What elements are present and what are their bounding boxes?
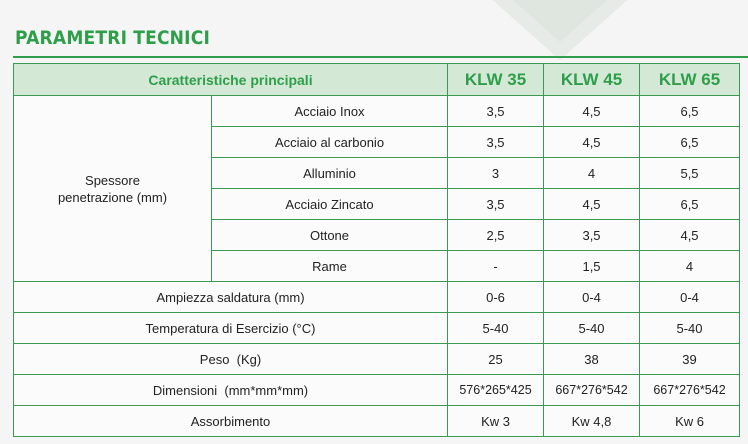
table-row	[14, 313, 740, 344]
feature-column-header: Caratteristiche principali	[14, 64, 448, 96]
value-cell: 38	[544, 344, 640, 375]
param-label: Ampiezza saldatura (mm)	[14, 282, 448, 313]
value-cell: 667*276*542	[544, 375, 640, 406]
material-label: Acciaio al carbonio	[212, 127, 448, 158]
specs-table	[13, 63, 740, 437]
param-label: Assorbimento	[14, 406, 448, 437]
model-header-klw35: KLW 35	[448, 64, 544, 96]
spessore-group-text: Spessore penetrazione (mm)	[57, 172, 168, 205]
material-label: Ottone	[212, 220, 448, 251]
value-cell: Kw 4,8	[544, 406, 640, 437]
spessore-group-label	[14, 96, 212, 282]
value-cell: 1,5	[544, 251, 640, 282]
value-cell: 0-6	[448, 282, 544, 313]
value-cell: 5-40	[448, 313, 544, 344]
value-cell: -	[448, 251, 544, 282]
table-row	[14, 344, 740, 375]
param-label: Peso (Kg)	[14, 344, 448, 375]
value-cell: 6,5	[640, 127, 740, 158]
value-cell: 576*265*425	[448, 375, 544, 406]
table-row	[14, 375, 740, 406]
value-cell: 4	[640, 251, 740, 282]
page-title: PARAMETRI TECNICI	[15, 27, 210, 49]
title-underline	[13, 56, 748, 58]
value-cell: 3,5	[448, 127, 544, 158]
value-cell: 0-4	[544, 282, 640, 313]
value-cell: 6,5	[640, 96, 740, 127]
value-cell: 3,5	[448, 189, 544, 220]
table-header-row	[14, 64, 740, 96]
value-cell: 25	[448, 344, 544, 375]
value-cell: 3	[448, 158, 544, 189]
value-cell: 4,5	[544, 127, 640, 158]
model-header-klw45: KLW 45	[544, 64, 640, 96]
material-label: Acciaio Zincato	[212, 189, 448, 220]
background-decoration	[470, 0, 748, 60]
value-cell: 4,5	[640, 220, 740, 251]
value-cell: 3,5	[448, 96, 544, 127]
table-row	[14, 282, 740, 313]
value-cell: 0-4	[640, 282, 740, 313]
material-label: Rame	[212, 251, 448, 282]
value-cell: 5-40	[640, 313, 740, 344]
value-cell: 667*276*542	[640, 375, 740, 406]
table-row	[14, 406, 740, 437]
value-cell: Kw 3	[448, 406, 544, 437]
material-label: Acciaio Inox	[212, 96, 448, 127]
value-cell: 2,5	[448, 220, 544, 251]
value-cell: 4,5	[544, 189, 640, 220]
table-row	[14, 96, 740, 127]
value-cell: 39	[640, 344, 740, 375]
value-cell: 5-40	[544, 313, 640, 344]
value-cell: 6,5	[640, 189, 740, 220]
param-label: Dimensioni (mm*mm*mm)	[14, 375, 448, 406]
material-label: Alluminio	[212, 158, 448, 189]
value-cell: 3,5	[544, 220, 640, 251]
model-header-klw65: KLW 65	[640, 64, 740, 96]
value-cell: 4,5	[544, 96, 640, 127]
param-label: Temperatura di Esercizio (°C)	[14, 313, 448, 344]
value-cell: Kw 6	[640, 406, 740, 437]
value-cell: 5,5	[640, 158, 740, 189]
value-cell: 4	[544, 158, 640, 189]
